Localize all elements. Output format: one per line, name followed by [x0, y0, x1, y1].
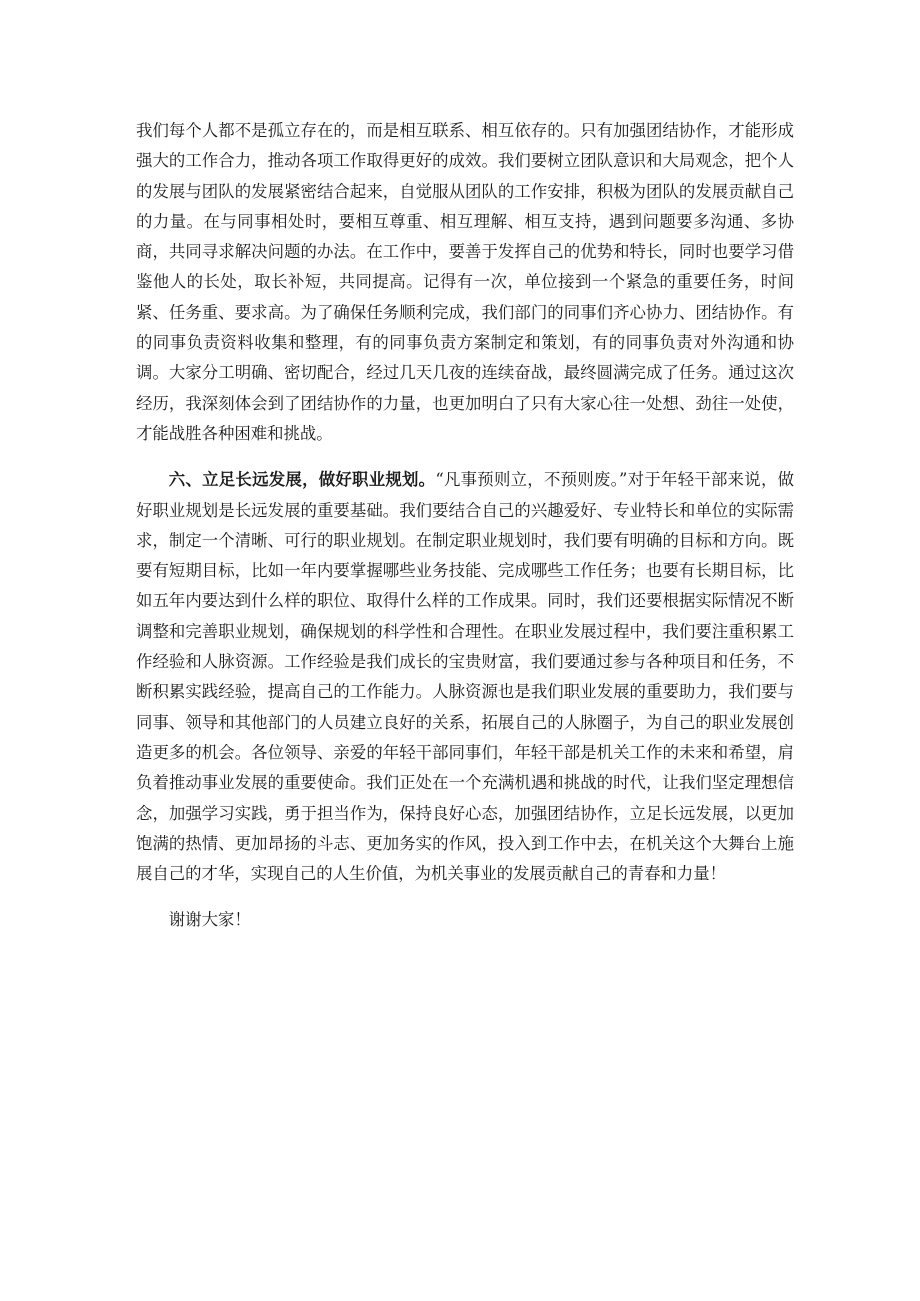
document-body	[136, 116, 794, 936]
paragraph-teamwork: 我们每个人都不是孤立存在的，而是相互联系、相互依存的。只有加强团结协作，才能形成强大的工作合力，推动各项工作取得更好的成效。我们要树立团队意识和大局观念，把个人的发展与团队的发展紧密结合起来，自觉服从团队的工作安排，积极为团队的发展贡献自己的力量。在与同事相处时，要相互尊重、相互理解、相互支持，遇到问题要多沟通、多协商，共同寻求解决问题的办法。在工作中，要善于发挥自己的优势和特长，同时也要学习借鉴他人的长处，取长补短，共同提高。记得有一次，单位接到一个紧急的重要任务，时间紧、任务重、要求高。为了确保任务顺利完成，我们部门的同事们齐心协力、团结协作。有的同事负责资料收集和整理，有的同事负责方案制定和策划，有的同事负责对外沟通和协调。大家分工明确、密切配合，经过几天几夜的连续奋战，最终圆满完成了任务。通过这次经历，我深刻体会到了团结协作的力量，也更加明白了只有大家心往一处想、劲往一处使，才能战胜各种困难和挑战。	[136, 121, 794, 443]
paragraph-career-planning-body: “凡事预则立，不预则废。”对于年轻干部来说，做好职业规划是长远发展的重要基础。我们要结合自己的兴趣爱好、专业特长和单位的实际需求，制定一个清晰、可行的职业规划。在制定职业规划时，我们要有明确的目标和方向。既要有短期目标，比如一年内要掌握哪些业务技能、完成哪些工作任务；也要有长期目标，比如五年内要达到什么样的职位、取得什么样的工作成果。同时，我们还要根据实际情况不断调整和完善职业规划，确保规划的科学性和合理性。在职业发展过程中，我们要注重积累工作经验和人脉资源。工作经验是我们成长的宝贵财富，我们要通过参与各种项目和任务，不断积累实践经验，提高自己的工作能力。人脉资源也是我们职业发展的重要助力，我们要与同事、领导和其他部门的人员建立良好的关系，拓展自己的人脉圈子，为自己的职业发展创造更多的机会。各位领导、亲爱的年轻干部同事们，年轻干部是机关工作的未来和希望，肩负着推动事业发展的重要使命。我们正处在一个充满机遇和挑战的时代，让我们坚定理想信念，加强学习实践，勇于担当作为，保持良好心态，加强团结协作，立足长远发展，以更加饱满的热情、更加昂扬的斗志、更加务实的作风，投入到工作中去，在机关这个大舞台上施展自己的才华，实现自己的人生价值，为机关事业的发展贡献自己的青春和力量！	[136, 470, 795, 884]
paragraph-career-planning	[136, 465, 794, 889]
closing-thanks: 谢谢大家！	[168, 910, 251, 930]
section-heading-six: 六、立足长远发展，做好职业规划。	[168, 470, 436, 490]
